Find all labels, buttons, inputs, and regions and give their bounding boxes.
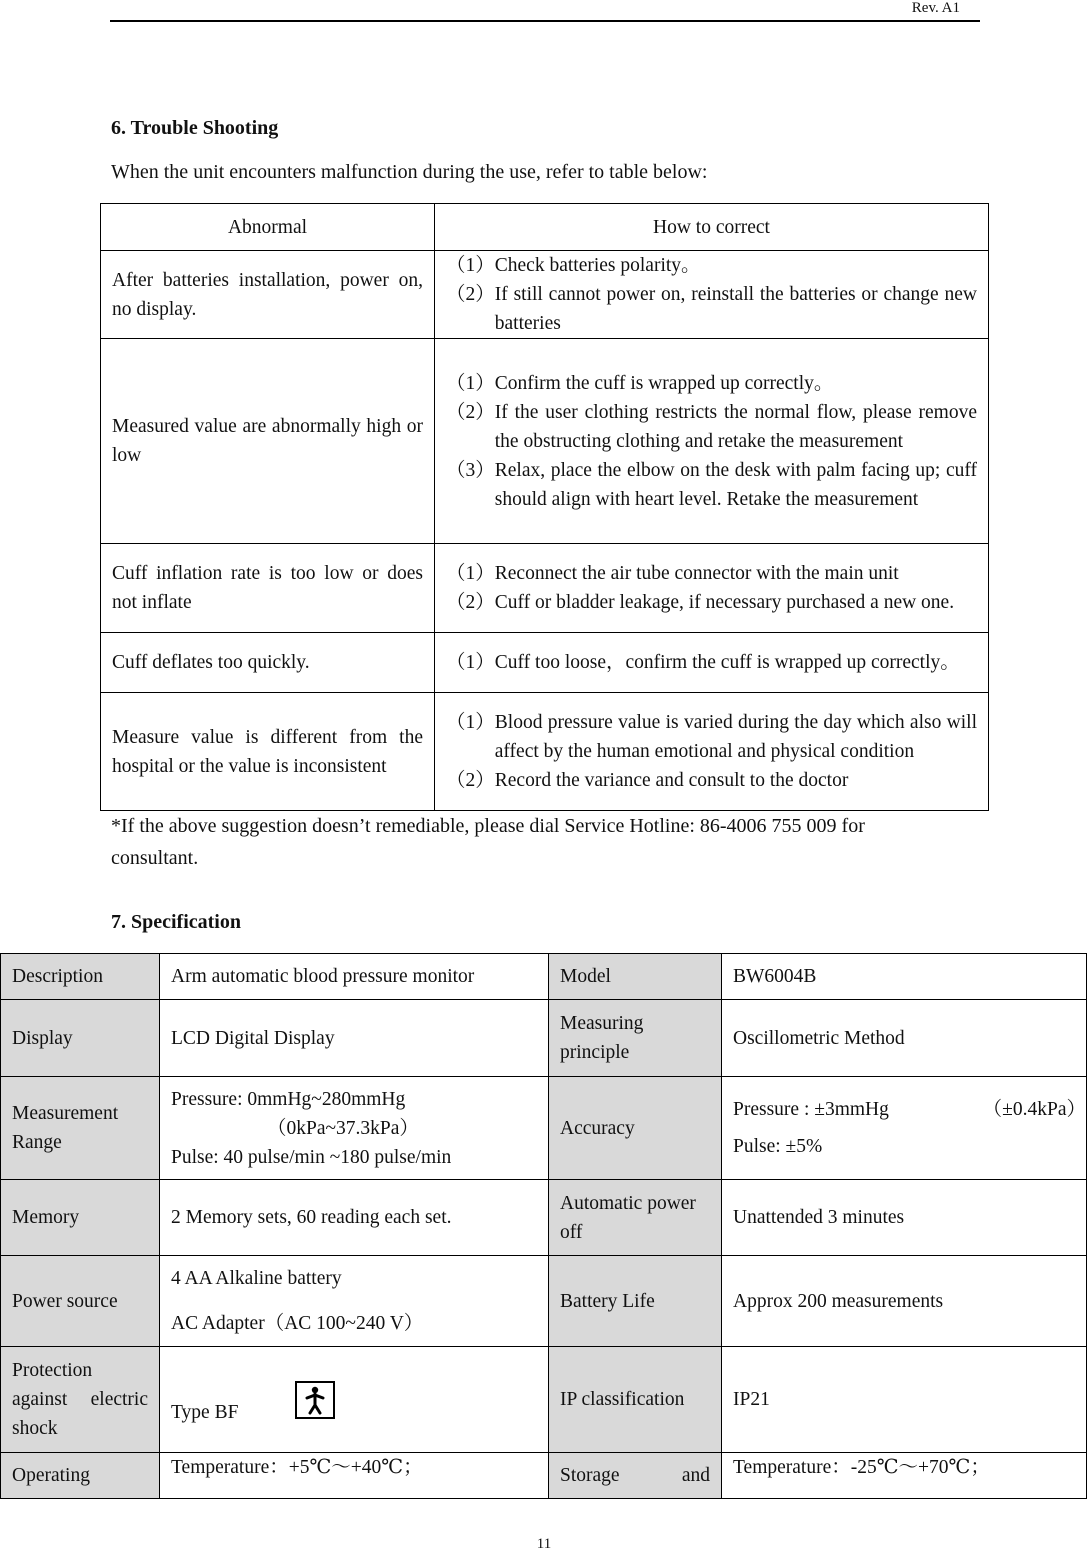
spec-value: Temperature：-25℃～+70℃； [722,1453,1087,1499]
spec-label: Model [549,954,722,1000]
step [446,251,977,280]
troubleshooting-intro: When the unit encounters malfunction during the use, refer to table below: [111,161,708,183]
step [446,708,977,766]
abnormal-cell: Measured value are abnormally high or low [101,339,435,544]
step-number: （1） [446,563,495,584]
step-text: Check batteries polarity。 [494,255,701,276]
spec-label: Display [1,1000,160,1077]
abnormal-cell: Measure value is different from the hospital or the value is inconsistent [101,693,435,811]
correct-cell [435,693,989,811]
pressure-accuracy [733,1095,1086,1124]
header-abnormal: Abnormal [101,204,435,251]
step [446,456,977,514]
spec-label: Battery Life [549,1256,722,1347]
spec-label: IP classification [549,1347,722,1453]
spec-row [1,1000,1087,1077]
step-number: （2） [446,401,495,423]
step-text: Relax, place the elbow on the desk with palm facing up; cuff should align with heart level. Retake the measurement [494,459,977,510]
spec-row [1,954,1087,1000]
spec-value: Temperature：+5℃～+40℃； [160,1453,549,1499]
table-header-row [101,204,989,251]
spec-label: Protection against electric shock [1,1347,160,1453]
table-row [101,633,989,693]
header-rule [110,20,980,22]
step-number: （1） [446,712,495,733]
step-text: Confirm the cuff is wrapped up correctly。 [494,372,834,394]
table-row [101,544,989,633]
spec-row [1,1180,1087,1256]
spec-value: LCD Digital Display [160,1000,549,1077]
spec-value: 2 Memory sets, 60 reading each set. [160,1180,549,1256]
abnormal-cell: After batteries installation, power on, no display. [101,251,435,339]
ac-adapter: AC Adapter（AC 100~240 V） [171,1313,424,1334]
spec-label: Measurement Range [1,1077,160,1180]
spec-label: Measuring principle [549,1000,722,1077]
spec-row [1,1453,1087,1499]
step [446,280,977,338]
correct-cell [435,633,989,693]
step-number: （2） [446,770,495,791]
spec-value [160,1077,549,1180]
spec-label: Memory [1,1180,160,1256]
step [446,648,977,677]
step-number: （1） [446,652,495,673]
step-text: If still cannot power on, reinstall the batteries or change new batteries [494,284,977,334]
pressure-range: Pressure: 0mmHg~280mmHg [171,1088,406,1110]
spec-value: Arm automatic blood pressure monitor [160,954,549,1000]
battery-type: 4 AA Alkaline battery [171,1268,342,1289]
spec-label: Description [1,954,160,1000]
table-row [101,251,989,339]
revision-label: Rev. A1 [911,0,960,16]
step-text: Blood pressure value is varied during the day which also will affect by the human emotional and physical condition [494,712,977,762]
service-note: *If the above suggestion doesn’t remediable, please dial Service Hotline: 86-4006 755 009 for [111,815,865,837]
step-number: （2） [446,284,495,305]
step-number: （3） [446,459,495,481]
type-bf-label: Type BF [171,1401,239,1423]
spec-value: BW6004B [722,954,1087,1000]
service-note-cont: consultant. [111,847,199,869]
step-text: Record the variance and consult to the doctor [494,770,849,791]
pressure-accuracy-kpa: （±0.4kPa） [982,1099,1086,1120]
step [446,398,977,456]
spec-label: Power source [1,1256,160,1347]
troubleshooting-table [100,203,989,811]
step-number: （1） [446,255,495,276]
abnormal-cell: Cuff deflates too quickly. [101,633,435,693]
correct-cell [435,544,989,633]
table-row [101,693,989,811]
spec-label: Operating [1,1453,160,1499]
correct-cell [435,339,989,544]
spec-label: Accuracy [549,1077,722,1180]
spec-value [160,1347,549,1453]
spec-label: Storage and [549,1453,722,1499]
step-text: Cuff too loose，confirm the cuff is wrapped up correctly。 [494,652,960,673]
abnormal-cell: Cuff inflation rate is too low or does not inflate [101,544,435,633]
type-bf-icon [295,1381,335,1419]
specification-table [0,953,1087,1499]
step-text: Reconnect the air tube connector with the main unit [494,563,899,584]
page-number: 11 [536,1536,552,1552]
spec-row [1,1347,1087,1453]
spec-row [1,1256,1087,1347]
pulse-accuracy: Pulse: ±5% [733,1136,823,1157]
step [446,369,977,398]
spec-value [722,1077,1087,1180]
specification-title: 7. Specification [111,911,241,933]
pressure-accuracy-mmhg: Pressure : ±3mmHg [733,1099,889,1120]
spec-value: IP21 [722,1347,1087,1453]
correct-cell [435,251,989,339]
step-number: （1） [446,372,495,394]
spec-row [1,1077,1087,1180]
spec-value: Oscillometric Method [722,1000,1087,1077]
spec-value: Unattended 3 minutes [722,1180,1087,1256]
table-row [101,339,989,544]
troubleshooting-title: 6. Trouble Shooting [111,117,279,139]
step [446,559,977,588]
step-text: If the user clothing restricts the normal flow, please remove the obstructing clothing and retake the measurement [494,401,977,452]
step-text: Cuff or bladder leakage, if necessary purchased a new one. [494,592,955,613]
spec-value: Approx 200 measurements [722,1256,1087,1347]
pulse-range: Pulse: 40 pulse/min ~180 pulse/min [171,1146,452,1168]
pressure-range-kpa: （0kPa~37.3kPa） [267,1117,419,1139]
header-how-to-correct: How to correct [435,204,989,251]
step [446,766,977,795]
step [446,588,977,617]
spec-label: Automatic power off [549,1180,722,1256]
step-number: （2） [446,592,495,613]
spec-value [160,1256,549,1347]
